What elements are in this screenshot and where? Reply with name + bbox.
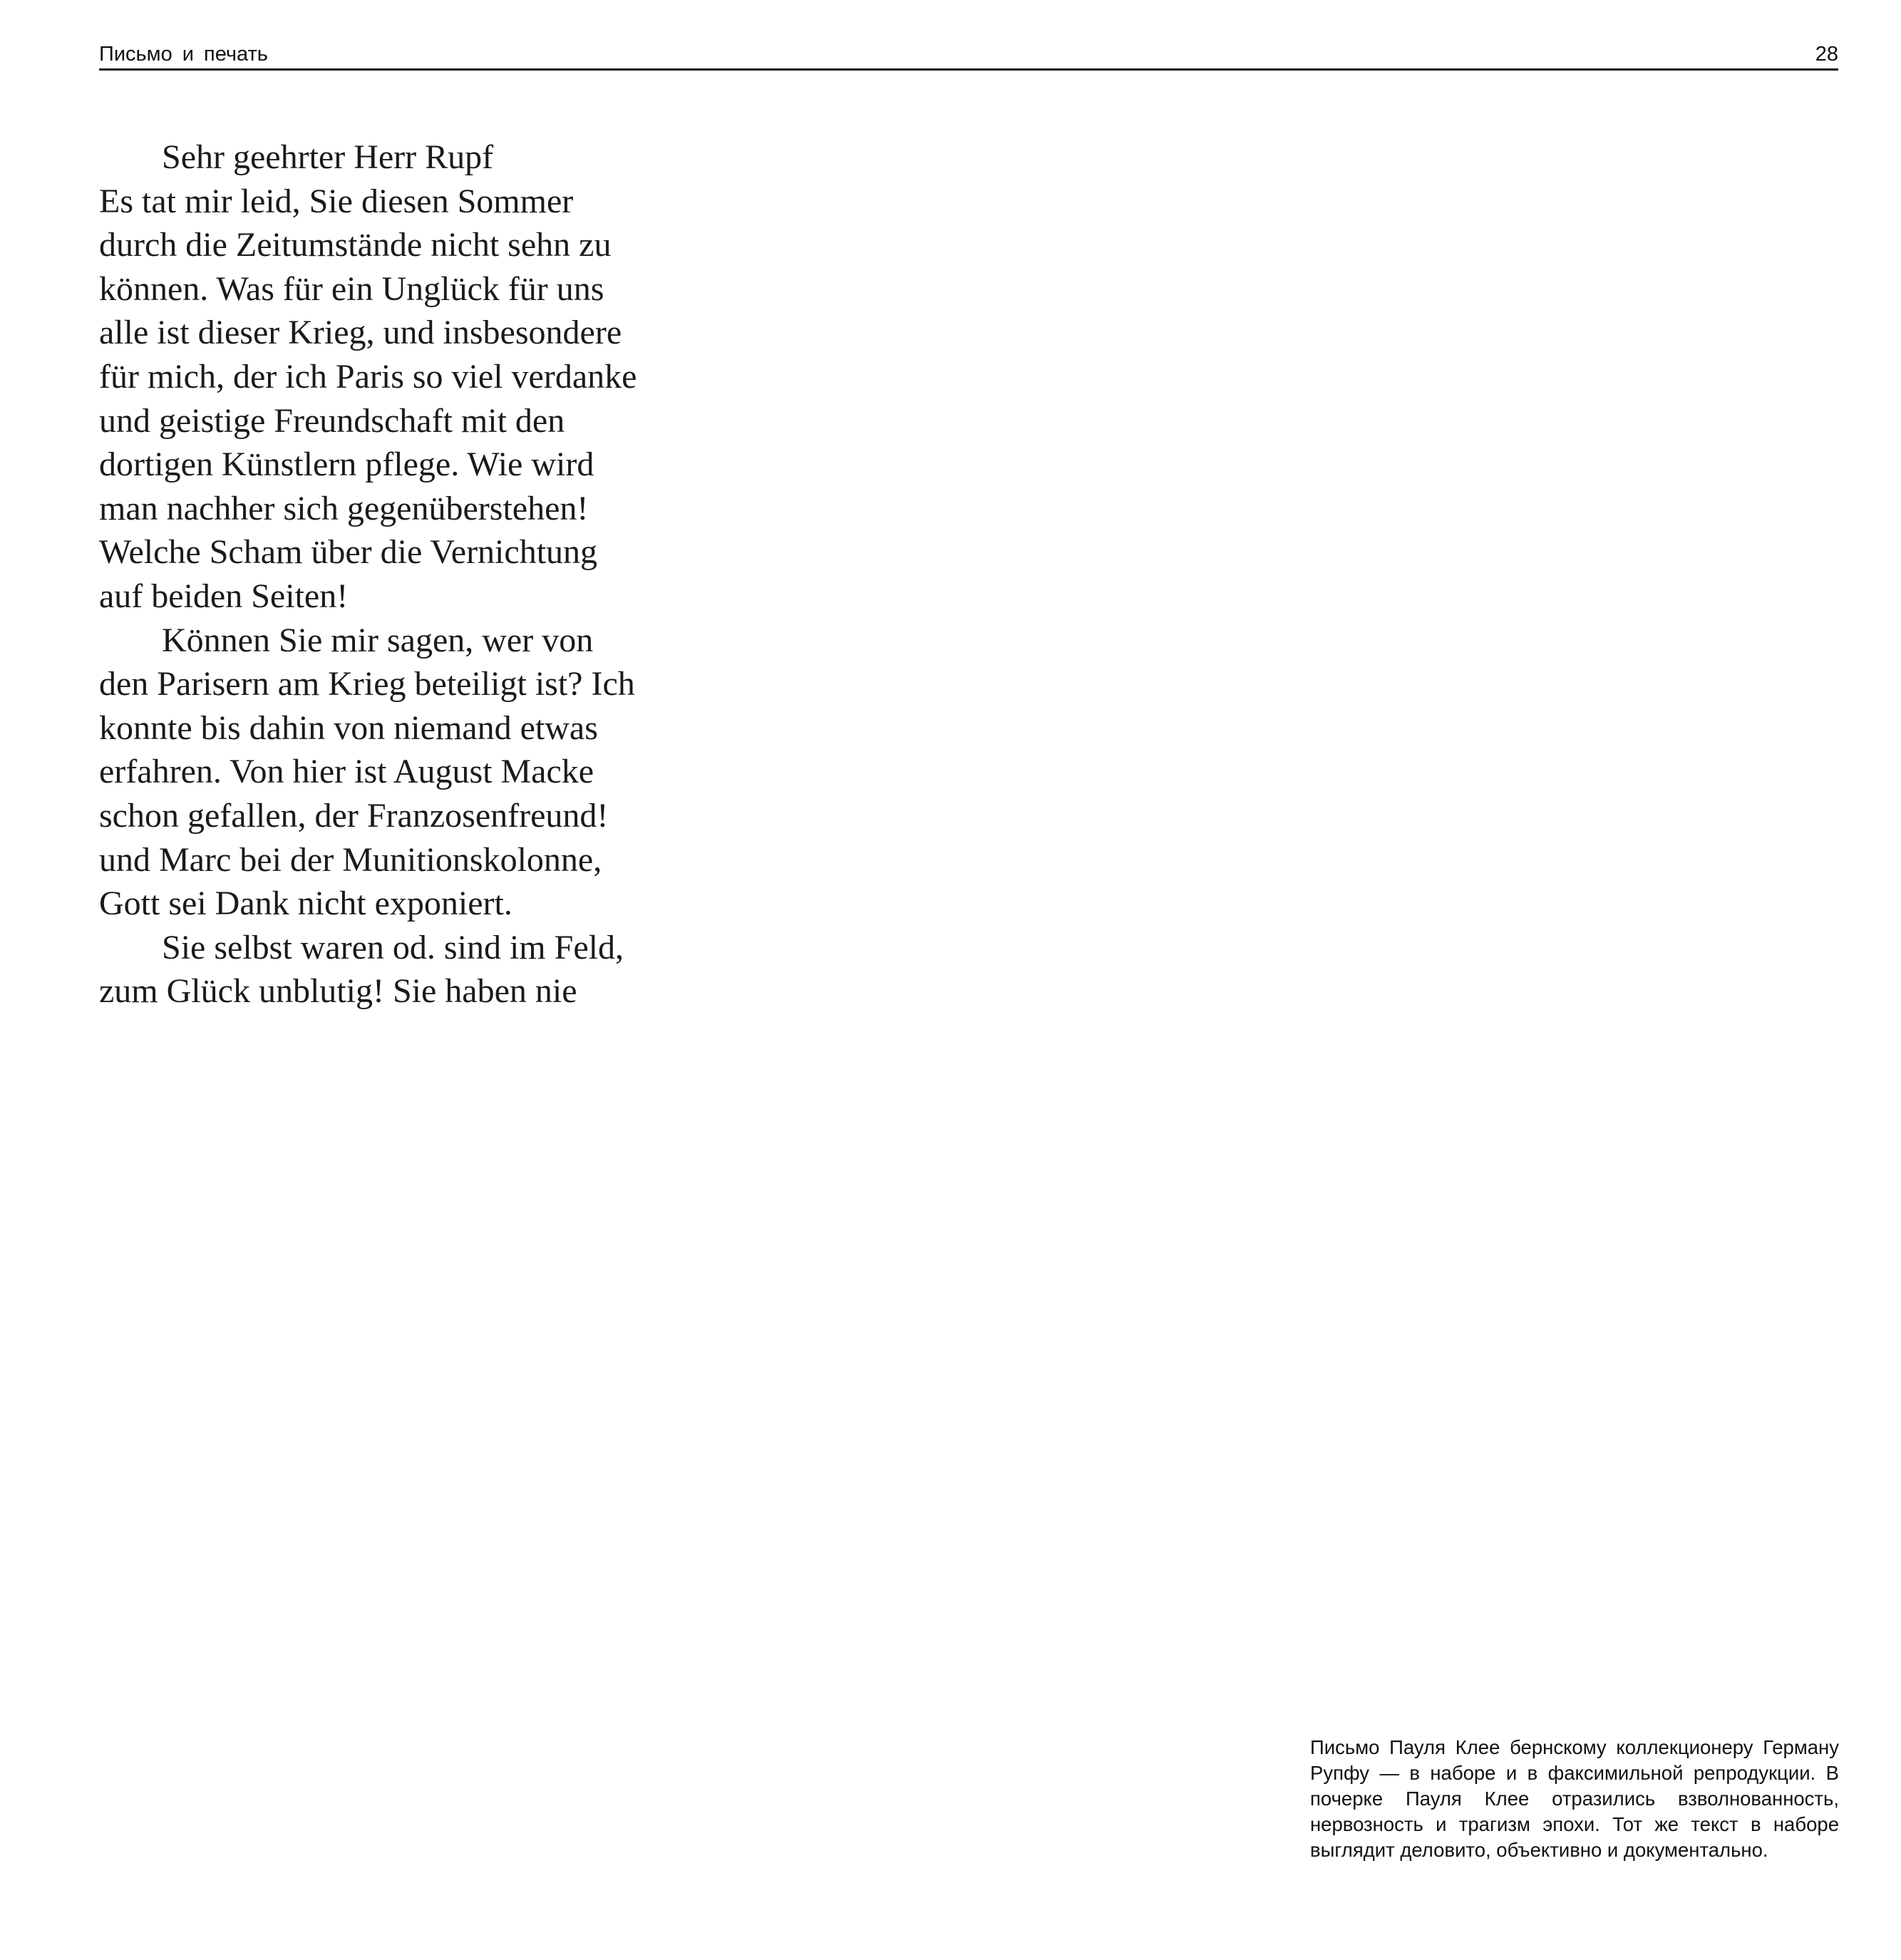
letter-line: Können Sie mir sagen, wer von [162, 621, 594, 659]
letter-line: man nachher sich gegenüberstehen! [99, 489, 589, 527]
letter-line: Welche Scham über die Vernichtung [99, 533, 598, 572]
figure-caption: Письмо Пауля Клее бернскому коллекционеру Герману Рупфу — в наборе и в факсимильной репродукции. В почерке Пауля Клее отразились взволнованность, нервозность и трагизм эпохи. Тот же текст в наборе выглядит деловито, объективно и документально. [1310, 1736, 1839, 1861]
letter-line: auf beiden Seiten! [99, 577, 349, 615]
letter-line: alle ist dieser Krieg, und insbesondere [99, 314, 622, 352]
letter-line: Gott sei Dank nicht exponiert. [99, 884, 512, 923]
letter-line: und geistige Freundschaft mit den [99, 401, 565, 440]
letter-line: schon gefallen, der Franzosenfreund! [99, 796, 609, 835]
letter-line: Sie selbst waren od. sind im Feld, [162, 928, 624, 966]
letter-line: den Parisern am Krieg beteiligt ist? Ich [99, 665, 635, 703]
letter-line: Es tat mir leid, Sie diesen Sommer [99, 182, 574, 220]
section-title: Письмо и печать [99, 43, 268, 66]
running-header [99, 43, 1838, 71]
letter-text [99, 135, 741, 1013]
letter-line: dortigen Künstlern pflege. Wie wird [99, 445, 594, 484]
letter-line: zum Glück unblutig! Sie haben nie [99, 972, 577, 1011]
letter-line: konnte bis dahin von niemand etwas [99, 708, 598, 747]
letter-line: Sehr geehrter Herr Rupf [162, 138, 494, 176]
page-number: 28 [1815, 43, 1838, 66]
letter-line: können. Was für ein Unglück für uns [99, 269, 604, 308]
letter-line: erfahren. Von hier ist August Macke [99, 753, 594, 791]
letter-line: für mich, der ich Paris so viel verdanke [99, 357, 637, 396]
letter-line: und Marc bei der Munitionskolonne, [99, 840, 602, 879]
letter-line: durch die Zeitumstände nicht sehn zu [99, 226, 612, 264]
